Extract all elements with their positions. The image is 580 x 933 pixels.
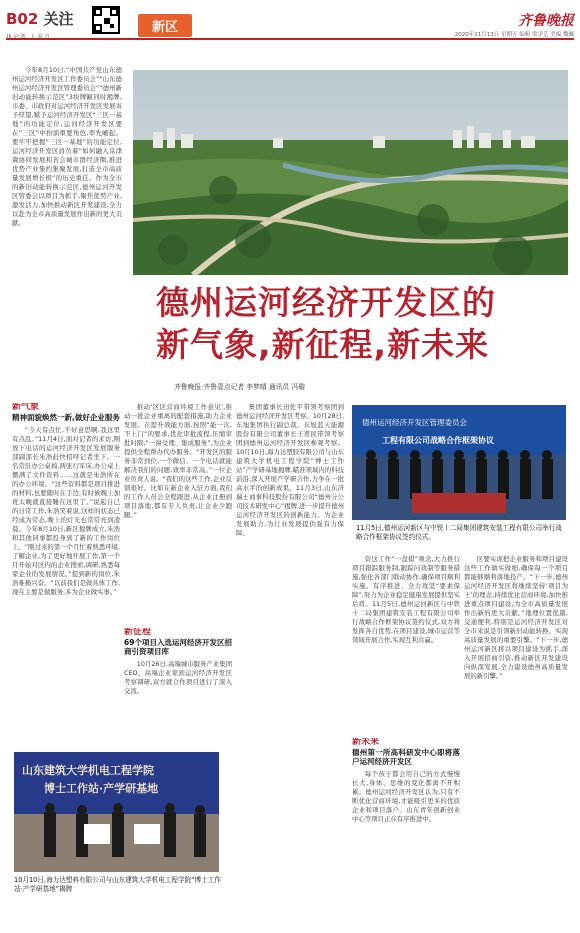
photo-caption-right: 11月5日,德州运河新区与中铁十二局集团建筑安装工程有限公司举行战略合作框架协议签约仪式。 (356, 524, 562, 541)
middle-column (124, 403, 232, 623)
headline-line-1: 德州运河经济开发区的 (156, 283, 496, 322)
section-new-look (12, 403, 120, 743)
page-header (6, 6, 574, 46)
section-tag: 新区 (138, 14, 192, 37)
section-body: 10月26日,高端城市服务产业集团CEO、高端企业家到运河经济开发区考察调研,双方就合作项目进行了深入交流。 (124, 660, 232, 695)
section-body: 每个孩子都会用自己的方式慢慢长大,身体、思维的变化都离不开积累。德州运河经济开发区认为,只有不断优化营商环境,才能吸引更多的优质企业和项目落户。山东青年创新创业中心等项目正在有序推进中。 (352, 770, 460, 823)
fifth-column (464, 555, 568, 925)
page-number: B02 关注 (6, 10, 74, 28)
banner-text: 德州运河经济开发区管理委员会 (362, 418, 467, 427)
header-rule (6, 38, 574, 40)
qr-code-icon (92, 6, 120, 34)
fourth-column (352, 555, 460, 735)
ceremony-photo-left (14, 752, 219, 872)
newspaper-logo: 齐鲁晚报 (518, 13, 574, 29)
signing-ceremony-photo (352, 405, 566, 520)
banner-text: 山东建筑大学机电工程学院 (22, 764, 154, 777)
section-title: 新气象 (12, 403, 40, 412)
section-subtitle: 德州第一所高科研发中心即将落户运河经济开发区 (352, 748, 460, 766)
aerial-photo (133, 70, 568, 275)
section-title: 新未来 (352, 738, 380, 747)
issue-meta: 2020年11月13日 星期五 编辑 常学艺 美编 魏巍 (454, 32, 574, 38)
photo-caption-left: 10月10日,海力达塑料有限公司与山东建筑大学机电工程学院“博士工作站·产学研基地”揭牌 (14, 876, 221, 893)
third-column (236, 403, 344, 873)
section-body: “今天有点忙,不好意思啊,我这里有点乱。”11月4日,面对记者的来访,刚放下电话的运河经济开发区发展服务部副部长朱浩赶快招呼记者坐下。一名常驻办公桌椅,两张行军床,办公桌上摆满了文件资料……这就是朱浩所在的办公环境。“这些资料都是项目推进的材料,也要随时在手边,有时候晚上加班太晚就直接睡在这里了。”说起自己的日常工作,朱浩笑着说,这样的状态已经成为常态,晚上的灯光也常常亮到凌晨。今年8月10日,新区揭牌成立,朱浩和其他同事都投身到了新的工作岗位上。“刚过来的第一个月忙着熟悉环境,了解企业,为了更好地开展工作,第一个月开始对区内的企业搜索,调研,熟悉每家企业的发展情况。”提到新的岗位,朱浩难掩兴奋。“以前我们是做具体工作,现在主要是做服务,多为企业做实事。” (12, 426, 120, 596)
banner-text: 博士工作站·产学研基地 (44, 782, 159, 795)
fourth-body: 资这工作“一盘棋”观念,大力推行项目跟踪服务制,跟踪问效制等服务措施,强化各部门联动协作,确保项目顺利实施。有序推进、全力攻坚“要素保障”,努力为企业稳定健康发展提供坚实后盾。11月5日,德州运河新区与中铁十二局集团建筑安装工程有限公司举行战略合作框架协议签约仪式,双方将发挥各自优势,在项目建设,城市运营等领域开展合作,实现互利共赢。 (352, 555, 460, 644)
byline: 齐鲁晚报·齐鲁壹点记者 李梦晴 通讯员 冯璇 (174, 383, 305, 391)
section-new-journey (124, 628, 232, 746)
intro-text: 今年8月10日,“中国共产党山东德州运河经济开发区工作委员会”“山东德州运河经济开发区管理委员会”“德州新旧动能转换示范区”3块牌匾同时揭牌,市委、市政府对运河经济开发区发展寄予厚望,赋予运河经济开发区“三区一基地”的功能定位,运河经济开发区要在“三区”中扮演重要角色,率先崛起。要牢牢把握“三区一基地”的功能定位,运河经济开发区肩负着“如何融入京津冀协同发展和省会城市群经济圈,推进优势产业集约集聚发展,打造全市高质量发展增长极”的历史重任。作为全市的新旧动能转换示范区,德州运河开发区管委会以项目为抓手,聚焦优势产业,激发活力,加快推动新区开发建设,全力以赴为全市高质量发展作出新的更大贡献。 (12, 66, 122, 227)
middle-body: 推动‘区区营商环境工作意见’,推动一批企业重离的配套措施,助力企业发展。在提升效能方面,按照“能一次,不上门”的要求,优化审批流程,压缩审批时限,“一窗受理、集成服务”,为企业提供全程帮办代办服务。“开发区的服务非常到位,一个微信、一个电话就能解决我们的问题,效率非常高。”一位企业负责人说。“我们的这些工作,企业反馈很好。比如在新企业入驻方面,我们的工作人员会全程跟进,从企业注册到项目落地,都有专人负责,让企业少跑腿。” (124, 403, 232, 519)
main-headline (156, 282, 566, 366)
section-title: 新征程 (124, 628, 152, 637)
banner-text: 工程有限公司战略合作框架协议 (382, 436, 494, 445)
section-new-future (352, 738, 460, 928)
section-subtitle: 69个项目入选运河经济开发区招商引资项目库 (124, 638, 232, 656)
third-body: 集团董事长田佐平带领考察团到德州运河经济开发区考察。10月28日,东旭集团执行副总裁、东旭蓝天能源股份有限公司董事长王甫民带领考察团到德州运河经济开发区参观考察。10月10日,海力达塑胶有限公司与山东建筑大学机电工程学院“博士工作站”产学研基地揭牌,瞄准领域内的科技前沿,深入开展产学研合作,力争在一批高水平的创新成果。11月3日,山东济瑞士商事科技股份有限公司“德州分公司技术研发中心”揭牌,进一步提升德州运河经济开发区的创新能力。为企业发展助力,为行业发展提供强有力保障。 (236, 403, 344, 537)
headline-line-2: 新气象,新征程,新未来 (156, 325, 490, 364)
fifth-body: 区要实现把企业服务和项目建设这些工作做实做细,确保每一个项目都能够顺利落地投产。“下一步,德州运河经济开发区将继续坚持‘项目为王’的理念,持续优化营商环境,加快推进重点项目建设,为全市高质量发展作出新的更大贡献。”地理位置优越,交通便利,特别是运河经济开发区对全市来说是引领新旧动能转换、实现高质量发展的重要引擎。“下一步,德州运河新区将以项目建设为抓手,深入开展招商引资,推动新区开发建设向纵深发展,全力建设德州高质量发展的新引擎。” (464, 555, 568, 680)
section-subtitle: 精神面貌焕然一新,做好企业服务 (12, 413, 120, 422)
